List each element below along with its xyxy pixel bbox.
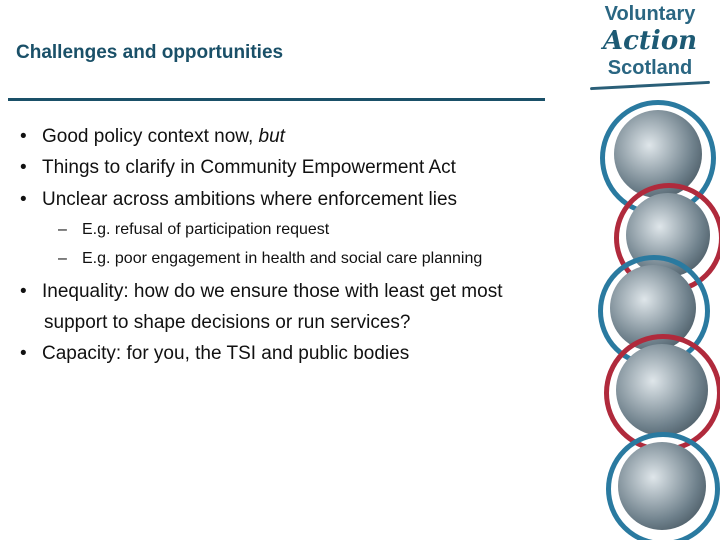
logo-line-1: Voluntary [604,3,696,25]
logo-line-2: Action [602,26,698,56]
bullet-4: • Inequality: how do we ensure those with least get most [20,281,503,302]
bullet-text: Good policy context now, [42,126,259,147]
slide-title: Challenges and opportunities [16,42,284,63]
sub-bullet-text: E.g. poor engagement in health and social care planning [82,250,483,267]
sub-bullet-text: E.g. refusal of participation request [82,221,330,238]
bullet-4-continuation: support to shape decisions or run services? [44,312,411,333]
bullet-text: Inequality: how do we ensure those with least get most [42,281,503,302]
ring-blue-3 [606,432,720,540]
bullet-1: • Good policy context now, but [20,126,285,147]
bullet-text: Unclear across ambitions where enforcement lies [42,189,458,210]
bullet-5: • Capacity: for you, the TSI and public bodies [20,343,410,364]
logo-swoosh [590,81,710,90]
title-divider [8,98,545,101]
bullet-2: • Things to clarify in Community Empowerment Act [20,157,456,178]
logo-line-3: Scotland [607,57,693,79]
sub-bullet-1: – E.g. refusal of participation request [58,221,330,238]
sub-bullet-2: – E.g. poor engagement in health and social care planning [58,250,483,267]
bullet-text: Things to clarify in Community Empowerment Act [42,157,456,178]
bullet-text: Capacity: for you, the TSI and public bodies [42,343,410,364]
bullet-3: • Unclear across ambitions where enforcement lies [20,189,458,210]
bullet-emphasis: but [258,126,285,147]
voluntary-action-scotland-logo [585,2,715,87]
